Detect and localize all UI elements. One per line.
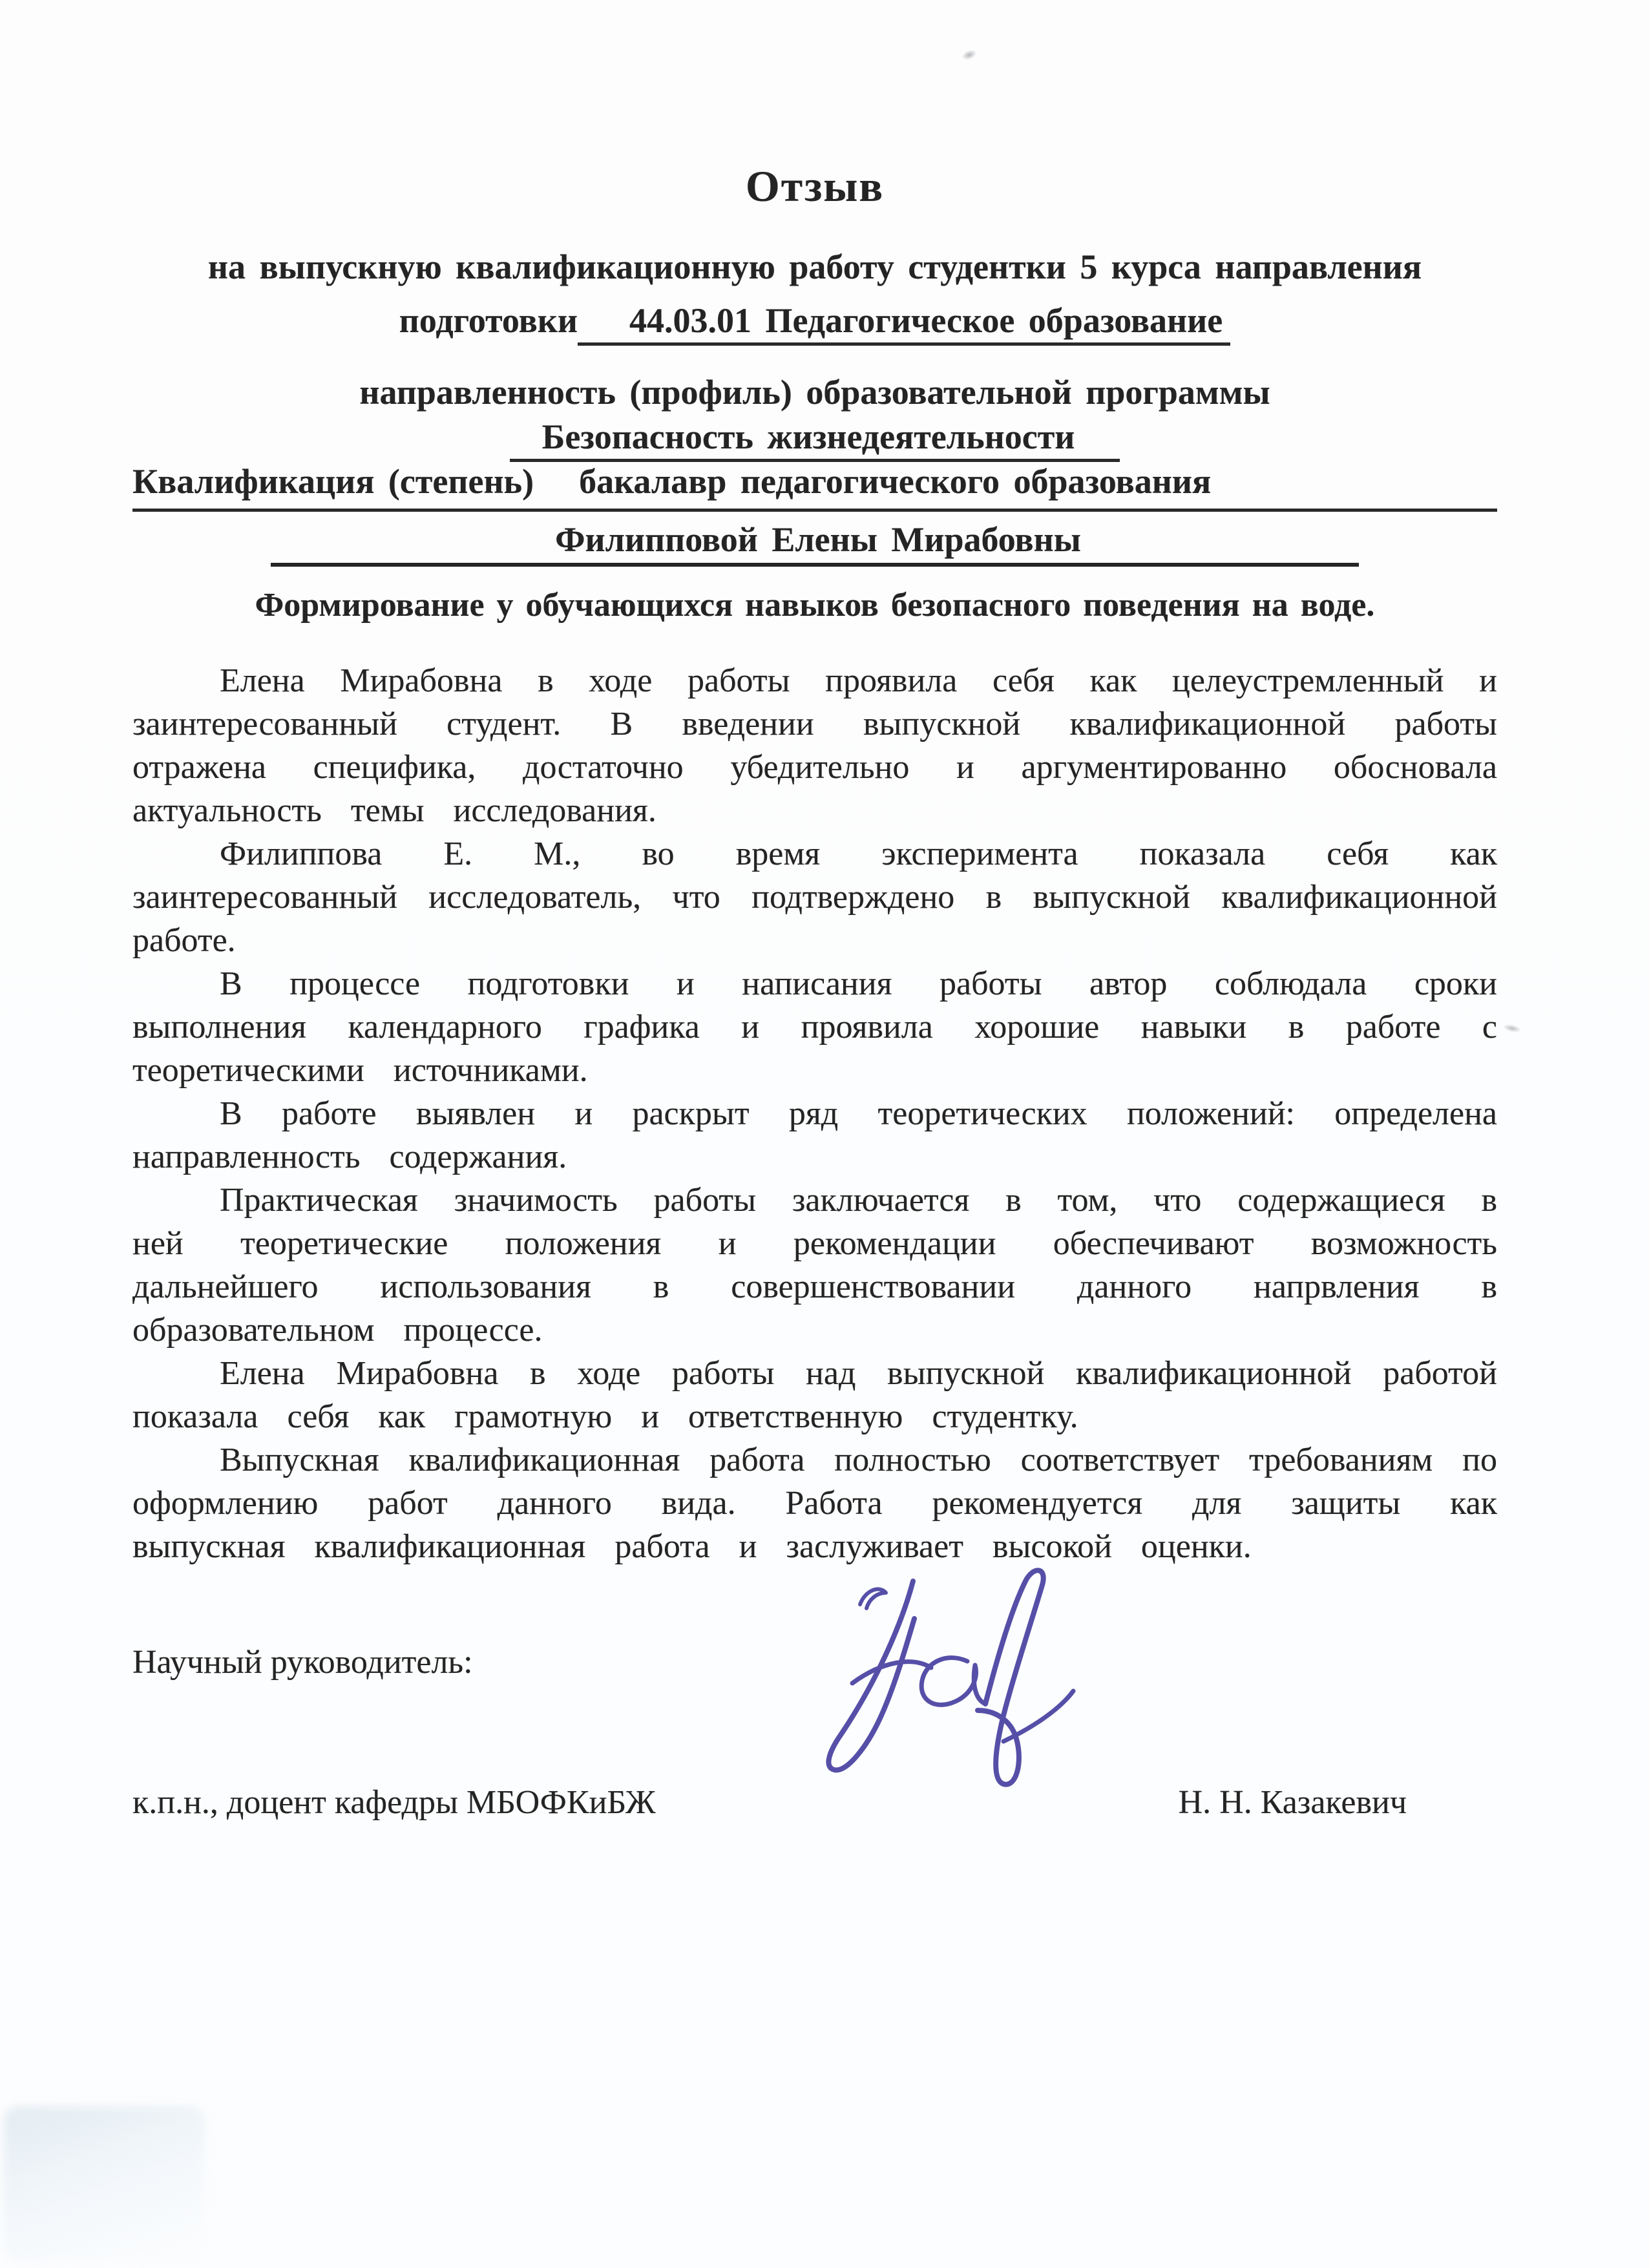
paragraph: Елена Мирабовна в ходе работы над выпускной квалификационной работой показала себя как грамотную и ответственную студентку. [132, 1355, 1497, 1435]
header-line-specialty [132, 415, 1497, 459]
program-code-underlined: 44.03.01 Педагогическое образование [578, 301, 1230, 346]
paragraph: Елена Мирабовна в ходе работы проявила себя как целеустремленный и заинтересованный студент. В введении выпускной квалификационной работы отражена специфика, достаточно убедительно и аргументированно обосновала актуальность темы исследования. [132, 662, 1497, 829]
qualification-label: Квалификация (степень) [132, 462, 534, 501]
header-line-student-name [132, 518, 1497, 562]
header-line-work: на выпускную квалификационную работу студентки 5 курса направления [207, 247, 1422, 286]
review-body [132, 659, 1497, 1568]
header-line-program [132, 299, 1497, 342]
thesis-title: Формирование у обучающихся навыков безопасного поведения на воде. [255, 587, 1375, 624]
scan-speck-top [960, 48, 978, 62]
paragraph: Выпускная квалификационная работа полностью соответствует требованиям по оформлению работ данного вида. Работа рекомендуется для защиты как выпускная квалификационная работа и заслуживает высокой оценки. [132, 1442, 1497, 1565]
header-line-profile: направленность (профиль) образовательной программы [359, 373, 1270, 412]
paragraph: Практическая значимость работы заключается в том, что содержащиеся в ней теоретические положения и рекомендации обеспечивают возможность дальнейшего использования в совершенствовании данного напрвления в образовательном процессе. [132, 1182, 1497, 1349]
supervisor-label: Научный руководитель: [132, 1644, 473, 1681]
student-name-underlined: Филипповой Елены Мирабовны [271, 520, 1359, 567]
qualification-value: бакалавр педагогического образования [579, 462, 1212, 501]
paragraph: В работе выявлен и раскрыт ряд теоретических положений: определена направленность содержания. [132, 1095, 1497, 1175]
scan-smudge-bottom-left [4, 2106, 204, 2262]
specialty-underlined: Безопасность жизнедеятельности [510, 417, 1120, 462]
paragraph: В процессе подготовки и написания работы автор соблюдала сроки выполнения календарного графика и проявила хорошие навыки в работе с теоретическими источниками. [132, 965, 1497, 1089]
header-line-qualification [132, 460, 1497, 512]
supervisor-name: Н. Н. Казакевич [1178, 1784, 1407, 1821]
signature-ink-icon [798, 1548, 1076, 1806]
document-title: Отзыв [745, 162, 885, 211]
paragraph: Филиппова Е. М., во время эксперимента показала себя как заинтересованный исследователь, что подтверждено в выпускной квалификационной работе. [132, 835, 1497, 959]
program-label: подготовки [399, 301, 578, 340]
supervisor-position: к.п.н., доцент кафедры МБОФКиБЖ [132, 1784, 656, 1821]
